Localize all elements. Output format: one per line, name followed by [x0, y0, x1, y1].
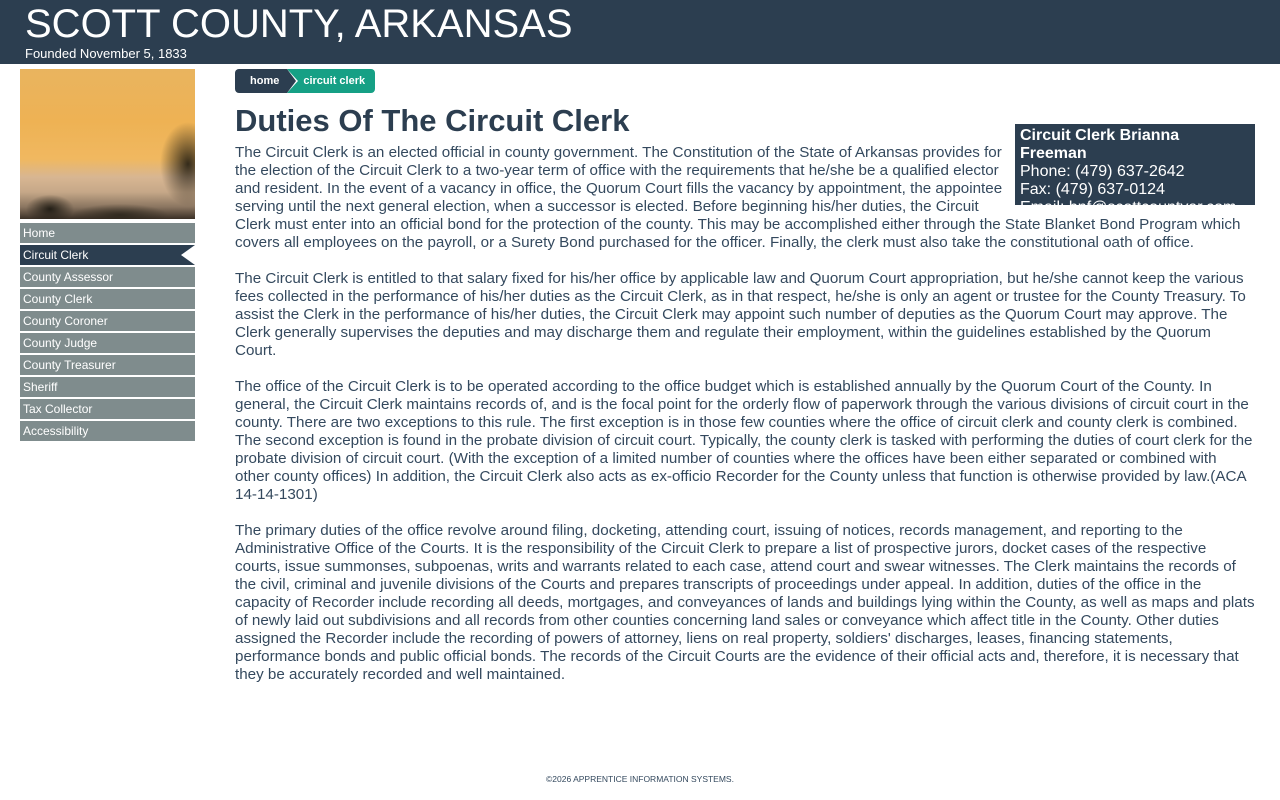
footer: ©2026 APPRENTICE INFORMATION SYSTEMS.: [546, 774, 734, 784]
paragraph-office-budget: The office of the Circuit Clerk is to be operated according to the office budget which is established annually by the Quorum Court of the County. In general, the Circuit Clerk maintains records of, and is the focal point for the orderly flow of paperwork through the various divisions of circuit court in the county. There are two exceptions to this rule. The first exception is in those few counties where the office of circuit clerk and county clerk is combined. The second exception is found in the probate division of circuit court. Typically, the county clerk is tasked with performing the duties of court clerk for the probate division of circuit court. (With the exception of a limited number of counties where the offices have been either separated or combined with other county offices) In addition, the Circuit Clerk also acts as ex-officio Recorder for the County unless that function is otherwise provided by law.(ACA 14-14-1301): [235, 378, 1253, 503]
sidebar-item-county-treasurer[interactable]: County Treasurer: [20, 355, 195, 375]
sidebar-item-home[interactable]: Home: [20, 223, 195, 243]
sidebar-item-sheriff[interactable]: Sheriff: [20, 377, 195, 397]
site-subtitle: Founded November 5, 1833: [25, 46, 187, 61]
site-header: [0, 0, 1280, 64]
breadcrumb-current: circuit clerk: [287, 69, 375, 93]
breadcrumb: [235, 69, 375, 93]
paragraph-election: The Circuit Clerk is an elected official in county government. The Constitution of the State of Arkansas provides for the election of the Circuit Clerk to a two-year term of office with the requirements that he/she be a qualified elector and resident. In the event of a vacancy in office, the Quorum Court fills the vacancy by appointment, the appointee serving until the next general election, when a successor is elected. Before beginning his/her duties, the Circuit Clerk must enter into an official bond for the protection of the county. This may be accomplished either through the State Blanket Bond Program which covers all employees on the payroll, or a Surety Bond purchased for the officer. Finally, the clerk must also take the constitutional oath of office.: [235, 144, 1241, 251]
sidebar-item-county-coroner[interactable]: County Coroner: [20, 311, 195, 331]
sidebar-item-tax-collector[interactable]: Tax Collector: [20, 399, 195, 419]
sidebar-item-circuit-clerk[interactable]: Circuit Clerk: [20, 245, 195, 265]
site-title: SCOTT COUNTY, ARKANSAS: [25, 2, 573, 46]
paragraph-primary-duties: The primary duties of the office revolve around filing, docketing, attending court, issuing of notices, records management, and reporting to the Administrative Office of the Courts. It is the responsibility of the Circuit Clerk to prepare a list of prospective jurors, docket cases of the respective courts, issue summonses, subpoenas, writs and warrants related to each case, attend court and swear witnesses. The Clerk maintains the records of the civil, criminal and juvenile divisions of the Courts and prepares transcripts of proceedings under appeal. In addition, duties of the office in the capacity of Recorder include recording all deeds, mortgages, and conveyances of lands and buildings lying within the County, as well as maps and plats of newly laid out subdivisions and all records from other counties concerning land sales or conveyance which affect title in the County. Other duties assigned the Recorder include the recording of powers of attorney, liens on real property, soldiers' discharges, leases, financing statements, performance bonds and public official bonds. The records of the Circuit Courts are the evidence of their official acts and, therefore, it is necessary that they be accurately recorded and well maintained.: [235, 522, 1255, 683]
page-title: Duties Of The Circuit Clerk: [235, 103, 630, 138]
contact-fax: Fax: (479) 637-0124: [1020, 181, 1165, 198]
paragraph-salary: The Circuit Clerk is entitled to that salary fixed for his/her office by applicable law and Quorum Court appropriation, but he/she cannot keep the various fees collected in the performance of his/her duties as the Circuit Clerk, as in that respect, he/she is only an agent or trustee for the County Treasury. To assist the Clerk in the performance of his/her duties, the Circuit Clerk may appoint such number of deputies as the Quorum Court may approve. The Clerk generally supervises the deputies and may discharge them and regulate their employment, within the guidelines established by the Quorum Court.: [235, 270, 1246, 359]
sidebar-item-accessibility[interactable]: Accessibility: [20, 421, 195, 441]
sidebar: [20, 69, 195, 443]
contact-name: Circuit Clerk Brianna Freeman: [1020, 127, 1180, 162]
contact-email: Email: bnf@scottcountyar.com: [1020, 199, 1237, 216]
contact-box-spacer: [1007, 144, 1255, 206]
hero-image: [20, 69, 195, 219]
breadcrumb-home[interactable]: home: [235, 69, 287, 93]
sidebar-item-county-clerk[interactable]: County Clerk: [20, 289, 195, 309]
sidebar-nav: [20, 223, 195, 441]
sidebar-item-county-assessor[interactable]: County Assessor: [20, 267, 195, 287]
contact-phone: Phone: (479) 637-2642: [1020, 163, 1185, 180]
sidebar-item-county-judge[interactable]: County Judge: [20, 333, 195, 353]
main-content: [235, 144, 1255, 702]
